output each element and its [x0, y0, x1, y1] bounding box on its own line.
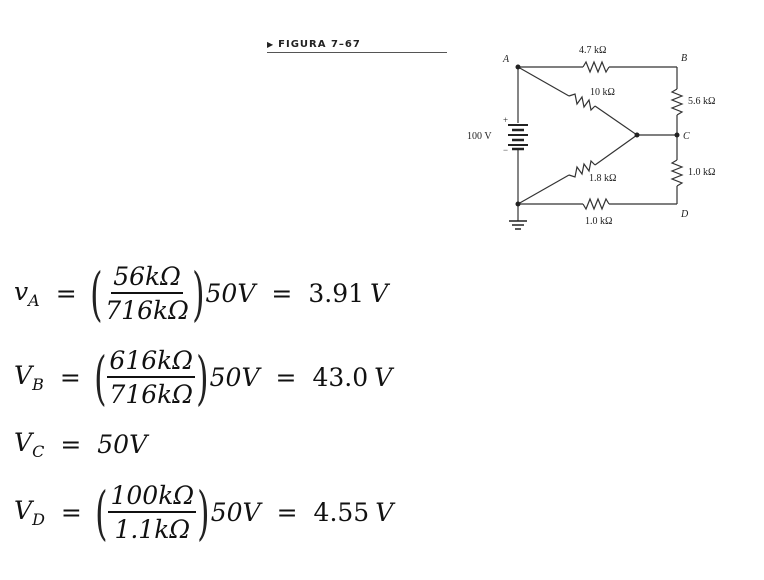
- vd-equals: =: [60, 498, 82, 527]
- vb-fraction: [107, 346, 195, 409]
- vd-factor: 50V: [210, 498, 261, 527]
- equation-vc: [14, 428, 147, 461]
- r-ac-label: 10 kΩ: [590, 87, 615, 98]
- node-c-dot: [675, 133, 680, 138]
- va-result: 3.91 V: [308, 279, 389, 308]
- r-ab-label: 4.7 kΩ: [579, 45, 607, 56]
- junction-dot: [635, 133, 640, 138]
- ground-symbol: [509, 221, 527, 229]
- vb-numerator: 616kΩ: [107, 346, 195, 378]
- vb-symbol: $V_B$: [14, 361, 44, 394]
- wire-diag-upper-2: [595, 106, 637, 135]
- source-minus-label: −: [503, 145, 509, 155]
- resistor-bottom: [583, 199, 609, 209]
- vc-symbol: $V_C$: [14, 428, 45, 461]
- vd-numerator: 100kΩ: [108, 481, 196, 513]
- wire-diag-lower-2: [595, 135, 637, 165]
- vc-value: 50V: [97, 430, 148, 459]
- node-b-label: B: [681, 53, 688, 64]
- va-denominator: 716kΩ: [105, 296, 189, 325]
- va-symbol: $v_A$: [14, 277, 40, 310]
- node-a-label: A: [503, 54, 510, 65]
- battery-symbol: [508, 125, 528, 149]
- vb-factor: 50V: [209, 363, 260, 392]
- source-label: 100 V: [467, 131, 492, 142]
- node-d-label: D: [681, 209, 689, 220]
- equation-va: $v_A$ = ( $\frac{56k\Omega}{716k\Omega}$ ) 50V = 3.91 V: [14, 259, 389, 328]
- va-equals: =: [55, 279, 77, 308]
- equation-vd: $V_D$ = ( $\frac{100k\Omega}{1.1k\Omega}$ ) 50V = 4.55 V: [14, 478, 394, 547]
- r-dc-label: 1.8 kΩ: [589, 173, 617, 184]
- resistor-bc: [672, 89, 682, 115]
- vd-symbol: $V_D$: [14, 496, 45, 529]
- vc-equals: =: [60, 430, 82, 459]
- caption-arrow-icon: ▶: [267, 40, 275, 49]
- circuit-diagram: [455, 35, 755, 240]
- wire-diag-upper-1: [518, 67, 569, 96]
- figure-caption-text: FIGURA 7–67: [278, 39, 361, 50]
- vb-result: 43.0 V: [312, 363, 393, 392]
- r-bottom-label: 1.0 kΩ: [585, 216, 613, 227]
- va-numerator: 56kΩ: [111, 262, 183, 294]
- wire-diag-lower-1: [518, 175, 569, 204]
- va-fraction: [103, 262, 191, 325]
- r-bc-label: 5.6 kΩ: [688, 96, 716, 107]
- resistor-ab: [583, 62, 609, 72]
- node-bottom-left-dot: [516, 202, 521, 207]
- vd-result: 4.55 V: [313, 498, 394, 527]
- equation-vb: $V_B$ = ( $\frac{616k\Omega}{716k\Omega}$ ) 50V = 43.0 V: [14, 343, 393, 412]
- figure-caption: [267, 39, 447, 53]
- node-a-dot: [516, 65, 521, 70]
- source-plus-label: +: [503, 115, 509, 125]
- resistor-cd: [672, 160, 682, 186]
- r-cd-label: 1.0 kΩ: [688, 167, 716, 178]
- va-factor: 50V: [205, 279, 256, 308]
- vb-denominator: 716kΩ: [109, 380, 194, 409]
- node-c-label: C: [683, 131, 690, 142]
- vb-equals: =: [59, 363, 81, 392]
- vd-denominator: 1.1kΩ: [114, 515, 191, 544]
- vd-fraction: [108, 481, 196, 544]
